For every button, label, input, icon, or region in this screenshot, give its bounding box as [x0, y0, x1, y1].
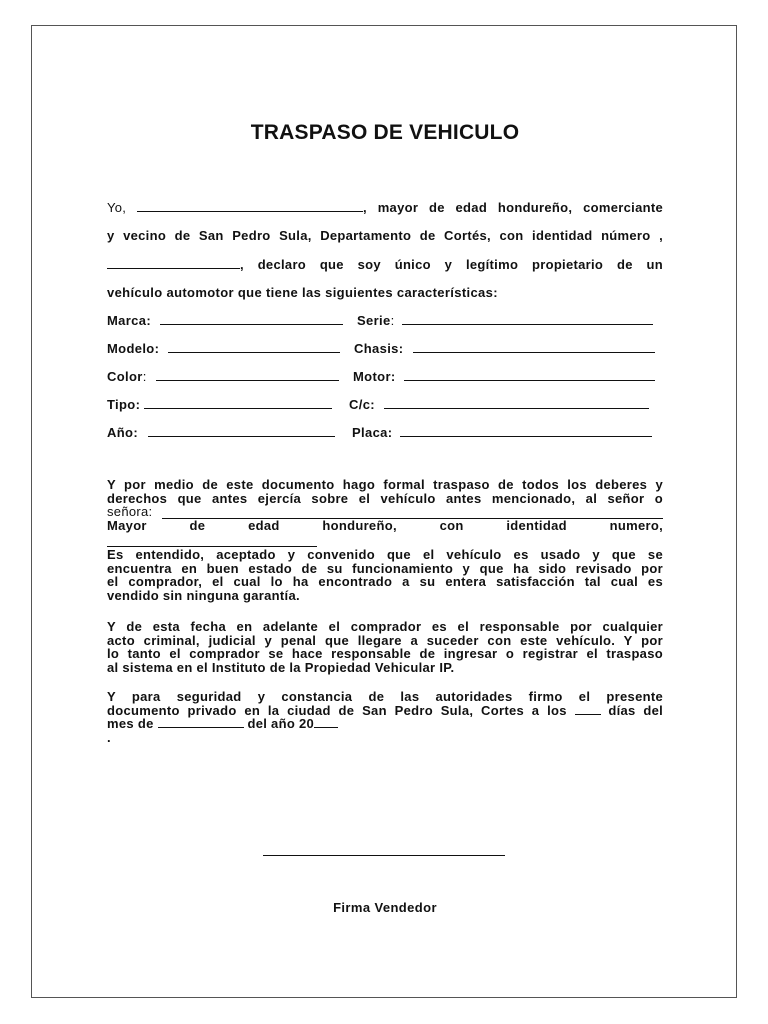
- field-chasis-blank[interactable]: [413, 352, 655, 353]
- day-blank[interactable]: [575, 713, 601, 715]
- paragraph-place-line-4: .: [107, 729, 111, 745]
- field-tipo-label: Tipo:: [107, 397, 141, 412]
- paragraph-transfer-line-2: derechos que antes ejercía sobre el vehículo antes mencionado, al señor o: [107, 490, 663, 506]
- paragraph-place-line-3: mes de del año 20: [107, 717, 663, 731]
- field-motor-blank[interactable]: [404, 380, 655, 381]
- field-marca-blank[interactable]: [160, 324, 343, 325]
- field-cc-blank[interactable]: [384, 408, 649, 409]
- field-motor-label: Motor:: [353, 369, 396, 384]
- field-serie-blank[interactable]: [402, 324, 653, 325]
- paragraph-responsibility-line-2: acto criminal, judicial y penal que llegare a suceder con este vehículo. Y por: [107, 632, 663, 648]
- paragraph-condition-line-1: Es entendido, aceptado y convenido que el vehículo es usado y que se: [107, 547, 663, 562]
- intro-line-3: [107, 257, 663, 272]
- field-color-label: Color:: [107, 369, 147, 384]
- paragraph-responsibility-line-3: lo tanto el comprador se hace responsable de ingresar o registrar el traspaso: [107, 646, 663, 662]
- field-placa-blank[interactable]: [400, 436, 652, 437]
- paragraph-place-line-2: documento privado en la ciudad de San Pedro Sula, Cortes a los días del: [107, 702, 664, 718]
- signature-label: Firma Vendedor: [333, 900, 437, 915]
- seller-name-blank[interactable]: [137, 210, 363, 212]
- field-chasis-label: Chasis:: [354, 341, 404, 356]
- intro-line-4: vehículo automotor que tiene las siguientes características:: [107, 285, 498, 300]
- field-anio-label: Año:: [107, 425, 138, 440]
- paragraph-transfer-line-3: señora:: [107, 504, 153, 520]
- intro-line-3-rest: , declaro que soy único y legítimo propietario de un: [240, 257, 663, 272]
- intro-line-2: y vecino de San Pedro Sula, Departamento de Cortés, con identidad número ,: [107, 228, 663, 243]
- paragraph-responsibility-line-4: al sistema en el Instituto de la Propiedad Vehicular IP.: [107, 659, 455, 675]
- field-modelo-label: Modelo:: [107, 341, 160, 356]
- paragraph-condition-line-2: encuentra en buen estado de su funcionamiento y que ha sido revisado por: [107, 560, 663, 576]
- signature-line[interactable]: [263, 855, 505, 856]
- field-marca-label: Marca:: [107, 313, 152, 328]
- paragraph-condition-line-4: vendido sin ninguna garantía.: [107, 587, 300, 603]
- paragraph-signature-place: [107, 690, 663, 744]
- paragraph-transfer-line-1: Y por medio de este documento hago formal traspaso de todos los deberes y: [107, 477, 663, 492]
- paragraph-responsibility: [107, 620, 663, 674]
- field-color-blank[interactable]: [156, 380, 339, 381]
- field-modelo-blank[interactable]: [168, 352, 340, 353]
- intro-yo: Yo,: [107, 200, 127, 215]
- intro-line-1: [107, 200, 663, 215]
- paragraph-place-line-1: Y para seguridad y constancia de las autoridades firmo el presente: [107, 689, 663, 704]
- seller-id-blank[interactable]: [107, 267, 240, 269]
- field-tipo-blank[interactable]: [144, 408, 332, 409]
- document-page: [31, 25, 737, 998]
- document-title: TRASPASO DE VEHICULO: [250, 121, 520, 144]
- paragraph-responsibility-line-1: Y de esta fecha en adelante el comprador es el responsable por cualquier: [107, 619, 663, 634]
- paragraph-condition: [107, 548, 663, 602]
- year-blank[interactable]: [314, 726, 338, 728]
- field-cc-label: C/c:: [349, 397, 375, 412]
- buyer-name-blank[interactable]: [162, 518, 663, 519]
- field-placa-label: Placa:: [352, 425, 393, 440]
- paragraph-transfer: [107, 478, 663, 532]
- field-anio-blank[interactable]: [148, 436, 335, 437]
- intro-line-1-rest: , mayor de edad hondureño, comerciante: [363, 200, 663, 215]
- paragraph-condition-line-3: el comprador, el cual lo ha encontrado a su entera satisfacción tal cual es: [107, 574, 663, 590]
- month-blank[interactable]: [158, 726, 244, 728]
- field-serie-label: Serie:: [357, 313, 395, 328]
- paragraph-transfer-line-4: Mayor de edad hondureño, con identidad numero,: [107, 517, 663, 533]
